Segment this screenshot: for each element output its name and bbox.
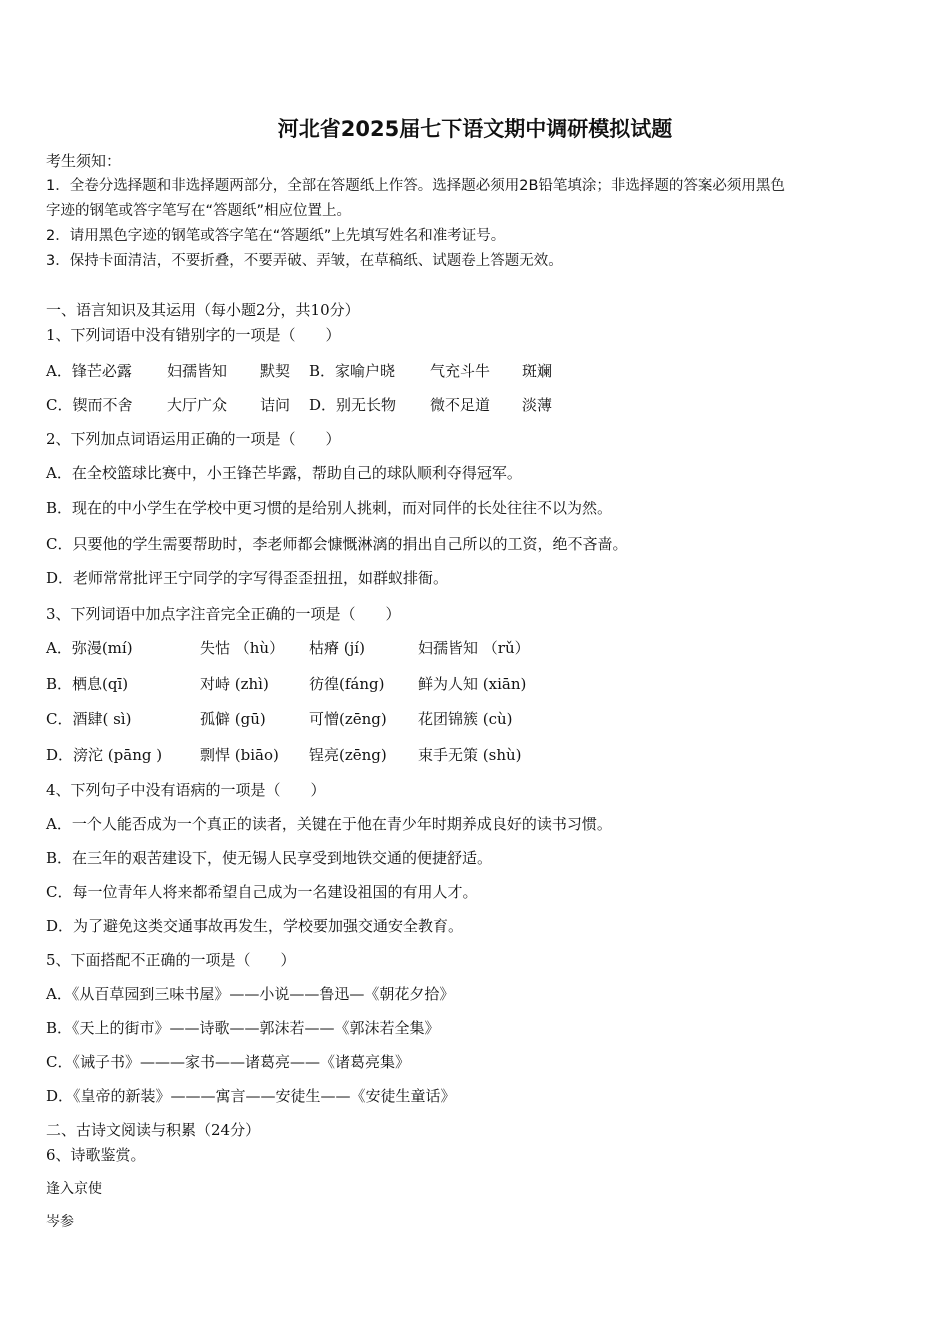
- option: A．一个人能否成为一个真正的读者，关键在于他在青少年时期养成良好的读书习惯。: [46, 815, 612, 833]
- notice-line: 字迹的钢笔或答字笔写在“答题纸”相应位置上。: [46, 203, 352, 219]
- option: B．《天上的街市》——诗歌——郭沫若——《郭沫若全集》: [46, 1019, 440, 1037]
- poem-author: 岑参: [46, 1214, 74, 1230]
- section-heading: 二、古诗文阅读与积累（24分）: [46, 1121, 261, 1139]
- option-cell: 淡薄: [522, 396, 553, 414]
- option-cell: 斑斓: [522, 362, 553, 380]
- option-cell: 气充斗牛: [430, 362, 491, 380]
- notice-heading: 考生须知：: [46, 152, 122, 170]
- question-stem: 5、下面搭配不正确的一项是（ ）: [46, 951, 296, 969]
- option-cell: 失怙 （hù）: [200, 639, 285, 657]
- question-stem: 3、下列词语中加点字注音完全正确的一项是（ ）: [46, 605, 401, 623]
- question-stem: 2、下列加点词语运用正确的一项是（ ）: [46, 430, 341, 448]
- option-cell: B．家喻户晓: [309, 362, 396, 380]
- option: D．老师常常批评王宁同学的字写得歪歪扭扭，如群蚁排衙。: [46, 569, 449, 587]
- option-cell: 鲜为人知 (xiān): [418, 675, 527, 693]
- option-cell: 大厅广众: [167, 396, 228, 414]
- option-cell: 默契: [260, 362, 291, 380]
- option: A．《从百草园到三味书屋》——小说——鲁迅—《朝花夕拾》: [46, 985, 455, 1003]
- option-cell: 微不足道: [430, 396, 491, 414]
- option-cell: 对峙 (zhì): [200, 675, 269, 693]
- option: C．只要他的学生需要帮助时，李老师都会慷慨淋漓的捐出自己所以的工资，绝不吝啬。: [46, 535, 628, 553]
- option-cell: 花团锦簇 (cù): [418, 710, 513, 728]
- option-cell: C．酒肆( sì): [46, 710, 132, 728]
- option-cell: 诘问: [260, 396, 291, 414]
- option: C．《诫子书》———家书——诸葛亮——《诸葛亮集》: [46, 1053, 410, 1071]
- notice-line: 1．全卷分选择题和非选择题两部分，全部在答题纸上作答。选择题必须用2B铅笔填涂；非选择题的答案必须用黑色: [46, 178, 785, 194]
- option-cell: 枯瘠 (jí): [309, 639, 365, 657]
- option: C．每一位青年人将来都希望自己成为一名建设祖国的有用人才。: [46, 883, 478, 901]
- option-cell: 孤僻 (gū): [200, 710, 266, 728]
- option-cell: 妇孺皆知: [167, 362, 228, 380]
- option-cell: C．锲而不舍: [46, 396, 133, 414]
- option-cell: 妇孺皆知 （rǔ）: [418, 639, 530, 657]
- question-stem: 4、下列句子中没有语病的一项是（ ）: [46, 781, 326, 799]
- question-stem: 1、下列词语中没有错别字的一项是（ ）: [46, 326, 341, 344]
- question-stem: 6、诗歌鉴赏。: [46, 1146, 146, 1164]
- poem-title: 逢入京使: [46, 1181, 102, 1197]
- option: D．《皇帝的新装》———寓言——安徒生——《安徒生童话》: [46, 1087, 456, 1105]
- option: D．为了避免这类交通事故再发生，学校要加强交通安全教育。: [46, 917, 464, 935]
- option-cell: 可憎(zēng): [309, 710, 387, 728]
- notice-line: 3．保持卡面清洁，不要折叠，不要弄破、弄皱，在草稿纸、试题卷上答题无效。: [46, 253, 563, 269]
- option-cell: D．滂沱 (pāng ): [46, 746, 163, 764]
- page-title: 河北省2025届七下语文期中调研模拟试题: [277, 117, 673, 141]
- notice-line: 2．请用黑色字迹的钢笔或答字笔在“答题纸”上先填写姓名和准考证号。: [46, 228, 506, 244]
- option-cell: 剽悍 (biāo): [200, 746, 279, 764]
- option-cell: 锃亮(zēng): [309, 746, 387, 764]
- option: B．现在的中小学生在学校中更习惯的是给别人挑刺，而对同伴的长处往往不以为然。: [46, 499, 613, 517]
- option-cell: A．锋芒必露: [46, 362, 132, 380]
- option-cell: B．栖息(qī): [46, 675, 129, 693]
- option: B．在三年的艰苦建设下，使无锡人民享受到地铁交通的便捷舒适。: [46, 849, 493, 867]
- option-cell: 彷徨(fáng): [309, 675, 385, 693]
- option-cell: A．弥漫(mí): [46, 639, 133, 657]
- option-cell: 束手无策 (shù): [418, 746, 522, 764]
- section-heading: 一、语言知识及其运用（每小题2分，共10分）: [46, 301, 360, 319]
- option: A．在全校篮球比赛中，小王锋芒毕露，帮助自己的球队顺利夺得冠军。: [46, 464, 522, 482]
- option-cell: D．别无长物: [309, 396, 397, 414]
